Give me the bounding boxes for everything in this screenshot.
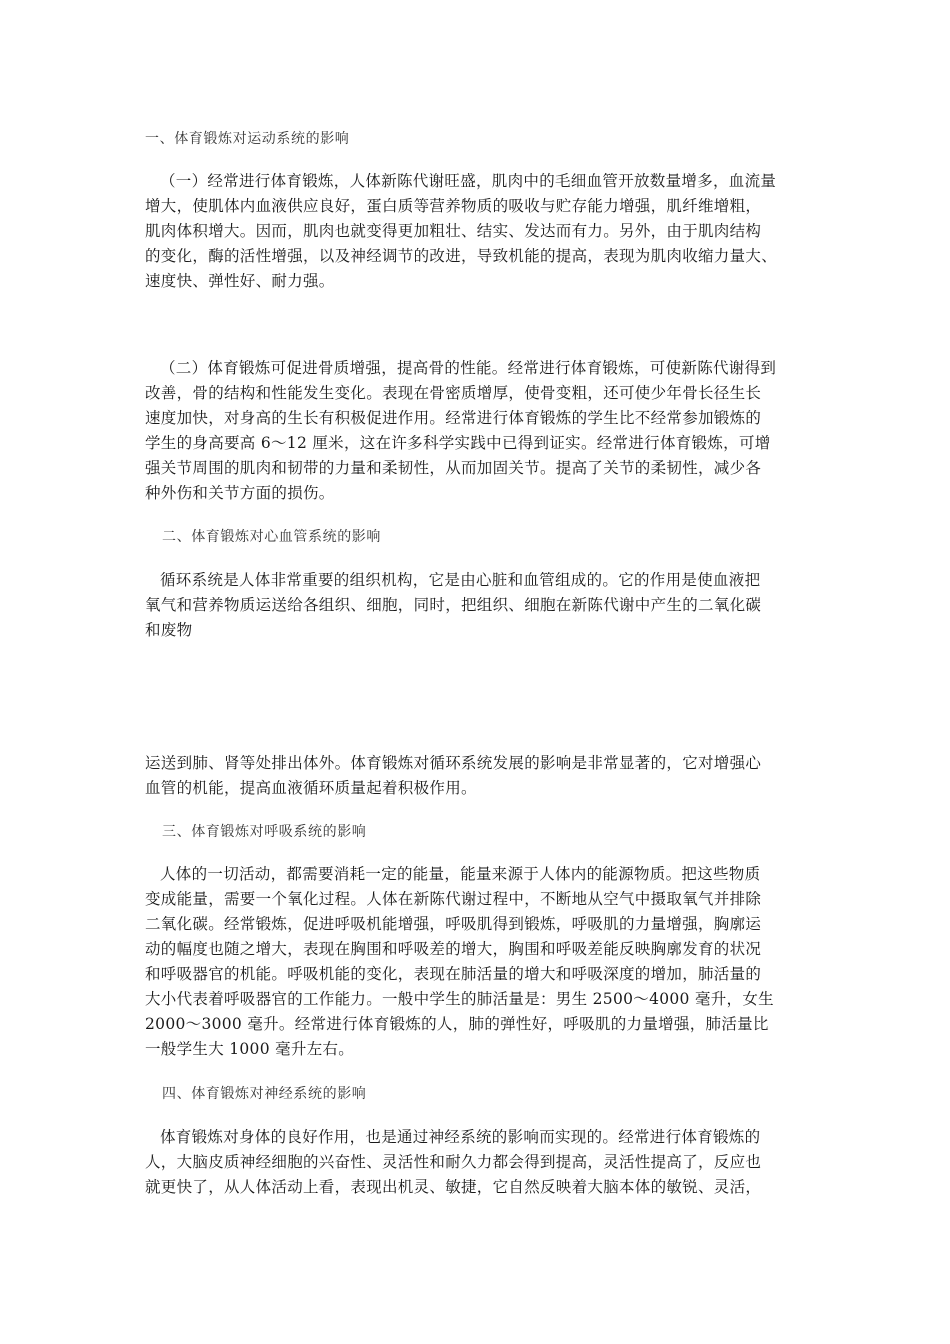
- paragraph-line: 人体的一切活动，都需要消耗一定的能量，能量来源于人体内的能源物质。把这些物质: [160, 865, 761, 883]
- section-heading-nervous-system: 四、体育锻炼对神经系统的影响: [162, 1086, 367, 1102]
- paragraph-line: 循环系统是人体非常重要的组织机构，它是由心脏和血管组成的。它的作用是使血液把: [160, 571, 761, 589]
- paragraph-line: （二）体育锻炼可促进骨质增强，提高骨的性能。经常进行体育锻炼，可使新陈代谢得到: [160, 359, 777, 377]
- paragraph-line: 和呼吸器官的机能。呼吸机能的变化，表现在肺活量的增大和呼吸深度的增加，肺活量的: [145, 965, 762, 983]
- paragraph-line: 动的幅度也随之增大，表现在胸围和呼吸差的增大，胸围和呼吸差能反映胸廓发育的状况: [145, 940, 762, 958]
- paragraph-line: 就更快了，从人体活动上看，表现出机灵、敏捷，它自然反映着大脑本体的敏锐、灵活，: [145, 1178, 762, 1196]
- paragraph-line: 和废物: [145, 621, 193, 639]
- paragraph-line: 氧气和营养物质运送给各组织、细胞，同时，把组织、细胞在新陈代谢中产生的二氧化碳: [145, 596, 762, 614]
- section-heading-respiratory: 三、体育锻炼对呼吸系统的影响: [162, 824, 367, 840]
- paragraph-line: 学生的身高要高 6～12 厘米，这在许多科学实践中已得到证实。经常进行体育锻炼，可增: [145, 434, 771, 452]
- paragraph-line: 运送到肺、肾等处排出体外。体育锻炼对循环系统发展的影响是非常显著的，它对增强心: [145, 754, 762, 772]
- section-heading-motor-system: 一、体育锻炼对运动系统的影响: [145, 131, 350, 147]
- paragraph-line: 改善，骨的结构和性能发生变化。表现在骨密质增厚，使骨变粗，还可使少年骨长径生长: [145, 384, 762, 402]
- paragraph-line: （一）经常进行体育锻炼，人体新陈代谢旺盛，肌肉中的毛细血管开放数量增多，血流量: [160, 172, 777, 190]
- paragraph-line: 一般学生大 1000 毫升左右。: [145, 1040, 355, 1058]
- section-heading-cardiovascular: 二、体育锻炼对心血管系统的影响: [162, 529, 381, 545]
- paragraph-line: 二氧化碳。经常锻炼，促进呼吸机能增强，呼吸肌得到锻炼，呼吸肌的力量增强，胸廓运: [145, 915, 762, 933]
- paragraph-line: 大小代表着呼吸器官的工作能力。一般中学生的肺活量是：男生 2500～4000 毫升，女生: [145, 990, 774, 1008]
- paragraph-line: 变成能量，需要一个氧化过程。人体在新陈代谢过程中，不断地从空气中摄取氧气并排除: [145, 890, 762, 908]
- paragraph-line: 血管的机能，提高血液循环质量起着积极作用。: [145, 779, 477, 797]
- paragraph-line: 体育锻炼对身体的良好作用，也是通过神经系统的影响而实现的。经常进行体育锻炼的: [160, 1128, 761, 1146]
- paragraph-line: 的变化，酶的活性增强，以及神经调节的改进，导致机能的提高，表现为肌肉收缩力量大、: [145, 247, 778, 265]
- paragraph-line: 肌肉体积增大。因而，肌肉也就变得更加粗壮、结实、发达而有力。另外，由于肌肉结构: [145, 222, 762, 240]
- paragraph-line: 强关节周围的肌肉和韧带的力量和柔韧性，从而加固关节。提高了关节的柔韧性，减少各: [145, 459, 762, 477]
- paragraph-line: 2000～3000 毫升。经常进行体育锻炼的人，肺的弹性好，呼吸肌的力量增强，肺活量比: [145, 1015, 769, 1033]
- paragraph-line: 速度加快，对身高的生长有积极促进作用。经常进行体育锻炼的学生比不经常参加锻炼的: [145, 409, 762, 427]
- paragraph-line: 速度快、弹性好、耐力强。: [145, 272, 335, 290]
- paragraph-line: 人，大脑皮质神经细胞的兴奋性、灵活性和耐久力都会得到提高，灵活性提高了，反应也: [145, 1153, 762, 1171]
- paragraph-line: 种外伤和关节方面的损伤。: [145, 484, 335, 502]
- paragraph-line: 增大，使肌体内血液供应良好，蛋白质等营养物质的吸收与贮存能力增强，肌纤维增粗，: [145, 197, 762, 215]
